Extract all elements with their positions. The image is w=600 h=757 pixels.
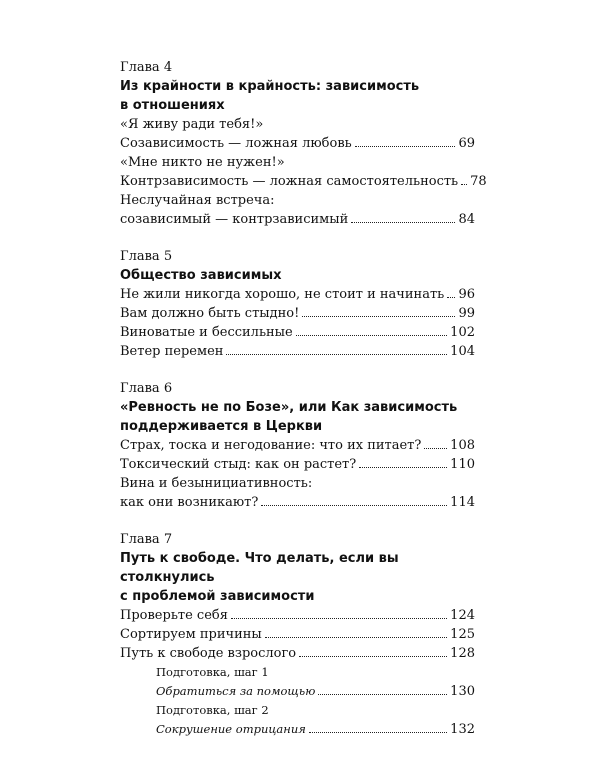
toc-entry-heading: «Я живу ради тебя!»: [120, 117, 264, 132]
dot-leader: [424, 448, 447, 449]
dot-leader: [359, 467, 447, 468]
toc-entry-page: 108: [450, 438, 475, 453]
dot-leader: [296, 335, 447, 336]
toc-entry-page: 130: [450, 684, 475, 699]
chapter-title-line: Путь к свободе. Что делать, если вы столкнулись: [120, 551, 399, 585]
toc-entry[interactable]: [120, 323, 475, 342]
toc-entry-text: Сокрушение отрицания: [156, 722, 306, 736]
chapter-6: [120, 379, 475, 512]
chapter-label: Глава 6: [120, 381, 173, 396]
toc-entry-page: 114: [450, 495, 475, 510]
dot-leader: [447, 297, 455, 298]
chapter-7: [120, 530, 475, 739]
chapter-title-line: поддерживается в Церкви: [120, 419, 323, 434]
toc-entry[interactable]: [120, 606, 475, 625]
toc-entry-heading: Неслучайная встреча:: [120, 193, 275, 208]
toc-entry-heading: Вина и безынициативность:: [120, 476, 313, 491]
toc-entry-page: 125: [450, 627, 475, 642]
chapter-title-line: «Ревность не по Бозе», или Как зависимость: [120, 400, 458, 415]
dot-leader: [261, 505, 447, 506]
toc-entry[interactable]: [120, 134, 475, 153]
chapter-label: Глава 4: [120, 60, 173, 75]
chapter-title-line: в отношениях: [120, 98, 225, 113]
toc-subentry[interactable]: [120, 682, 475, 701]
toc-entry-page: 78: [470, 174, 487, 189]
toc-entry[interactable]: [120, 210, 475, 229]
table-of-contents: [120, 58, 487, 757]
chapter-4: [120, 58, 487, 229]
dot-leader: [309, 732, 447, 733]
chapter-title-line: Общество зависимых: [120, 268, 282, 283]
toc-entry-page: 128: [450, 646, 475, 661]
toc-entry-page: 104: [450, 344, 475, 359]
toc-entry-text: созависимый — контрзависимый: [120, 212, 349, 227]
dot-leader: [299, 656, 447, 657]
toc-subentry-heading: Подготовка, шаг 2: [156, 703, 269, 717]
toc-entry-text: Виноватые и бессильные: [120, 325, 293, 340]
toc-entry-text: Сортируем причины: [120, 627, 262, 642]
toc-entry-text: Вам должно быть стыдно!: [120, 306, 300, 321]
toc-entry-text: Созависимость — ложная любовь: [120, 136, 352, 151]
toc-entry[interactable]: [120, 455, 475, 474]
chapter-title-line: Из крайности в крайность: зависимость: [120, 79, 420, 94]
chapter-label: Глава 7: [120, 532, 173, 547]
dot-leader: [351, 222, 455, 223]
toc-entry[interactable]: [120, 172, 487, 191]
toc-entry-text: Путь к свободе взрослого: [120, 646, 297, 661]
dot-leader: [318, 694, 447, 695]
dot-leader: [355, 146, 456, 147]
dot-leader: [226, 354, 447, 355]
toc-entry-page: 132: [450, 722, 475, 737]
chapter-label: Глава 5: [120, 249, 173, 264]
toc-entry[interactable]: [120, 342, 475, 361]
dot-leader: [231, 618, 447, 619]
toc-entry-text: Не жили никогда хорошо, не стоит и начинать: [120, 287, 445, 302]
toc-entry-heading: «Мне никто не нужен!»: [120, 155, 285, 170]
chapter-title-line: с проблемой зависимости: [120, 589, 315, 604]
toc-subentry[interactable]: [120, 720, 475, 739]
toc-entry-page: 102: [450, 325, 475, 340]
toc-entry-text: Ветер перемен: [120, 344, 224, 359]
toc-entry-text: Страх, тоска и негодование: что их питает?: [120, 438, 422, 453]
toc-entry-text: как они возникают?: [120, 495, 259, 510]
toc-entry[interactable]: [120, 304, 475, 323]
chapter-5: [120, 247, 475, 361]
toc-entry-page: 99: [458, 306, 475, 321]
toc-entry[interactable]: [120, 493, 475, 512]
toc-entry-page: 124: [450, 608, 475, 623]
toc-entry[interactable]: [120, 625, 475, 644]
toc-entry[interactable]: [120, 285, 475, 304]
toc-entry-text: Токсический стыд: как он растет?: [120, 457, 357, 472]
toc-entry[interactable]: [120, 436, 475, 455]
toc-subentry-heading: Подготовка, шаг 1: [156, 665, 269, 679]
toc-entry-page: 96: [458, 287, 475, 302]
toc-entry-page: 84: [458, 212, 475, 227]
toc-entry-page: 110: [450, 457, 475, 472]
toc-entry-text: Проверьте себя: [120, 608, 228, 623]
toc-entry-page: 69: [458, 136, 475, 151]
dot-leader: [302, 316, 455, 317]
toc-entry-text: Контрзависимость — ложная самостоятельность: [120, 174, 459, 189]
toc-entry-text: Обратиться за помощью: [156, 684, 316, 698]
dot-leader: [461, 184, 467, 185]
dot-leader: [265, 637, 447, 638]
toc-entry[interactable]: [120, 644, 475, 663]
